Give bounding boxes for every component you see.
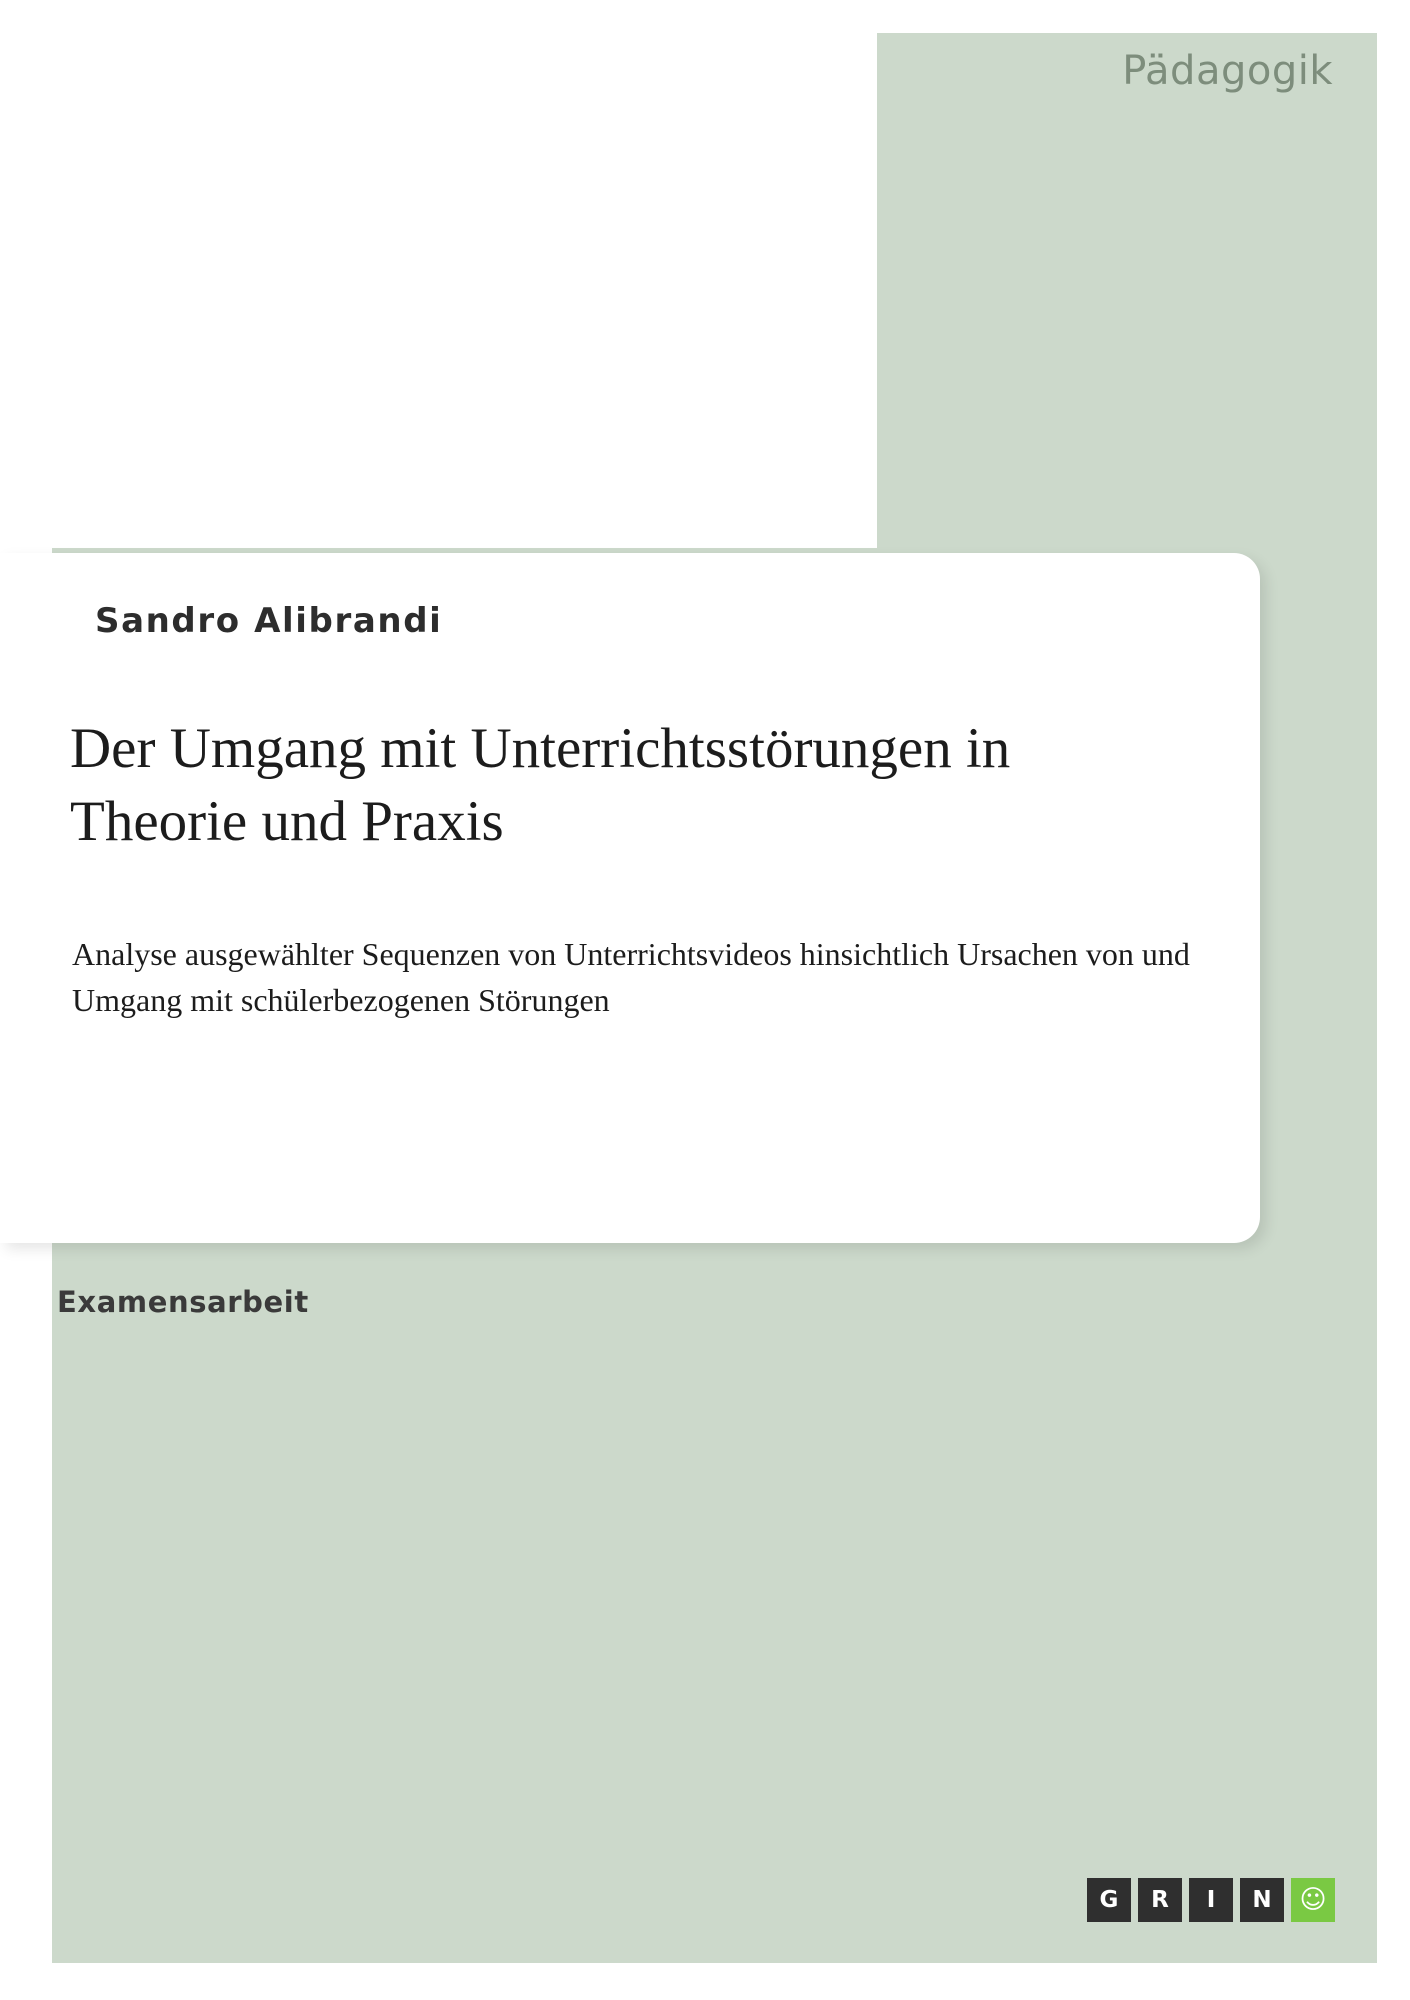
logo-letter-r: R bbox=[1138, 1878, 1182, 1922]
bottom-margin-strip bbox=[0, 1963, 1410, 2000]
logo-letter-n: N bbox=[1240, 1878, 1284, 1922]
right-margin-strip bbox=[1377, 0, 1410, 2000]
subject-label: Pädagogik bbox=[1122, 48, 1333, 94]
document-type-label: Examensarbeit bbox=[57, 1285, 309, 1319]
top-margin-strip bbox=[0, 0, 1410, 33]
white-corner-cutout bbox=[52, 33, 877, 548]
title-card bbox=[0, 553, 1260, 1243]
logo-letter-i: I bbox=[1189, 1878, 1233, 1922]
logo-letter-g: G bbox=[1087, 1878, 1131, 1922]
grin-publisher-logo bbox=[1087, 1878, 1335, 1922]
page-title: Der Umgang mit Unterrichtsstörungen in Theorie und Praxis bbox=[70, 717, 1011, 853]
smiley-icon: ☺ bbox=[1291, 1878, 1335, 1922]
author-name: Sandro Alibrandi bbox=[95, 601, 443, 641]
subtitle: Analyse ausgewählter Sequenzen von Unterrichtsvideos hinsichtlich Ursachen von und Umgang mit schülerbezogenen Störungen bbox=[72, 936, 1190, 1019]
